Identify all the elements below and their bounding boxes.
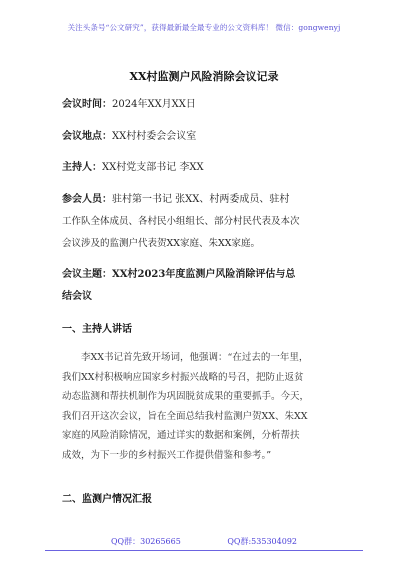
attendees-row (62, 193, 362, 207)
host-row (62, 161, 362, 175)
paragraph-line: 我们XX村积极响应国家乡村振兴战略的号召，把防止返贫 (62, 371, 304, 383)
paragraph-line: 成效，为下一步的乡村振兴工作提供借鉴和参考。” (62, 449, 272, 461)
meeting-place-label: 会议地点： (62, 131, 112, 142)
footer-divider (45, 550, 363, 551)
footer (0, 536, 408, 547)
paragraph-line: 我们召开这次会议，旨在全面总结我村监测户贺XX、朱XX (62, 410, 308, 422)
attendees-label: 参会人员： (62, 194, 112, 205)
topic-line-1: XX村2023年度监测户风险消除评估与总 (112, 269, 296, 280)
footer-qq-group-1: QQ群：30265665 (110, 537, 181, 546)
attendees-line-2: 工作队全体成员、各村民小组组长、部分村民代表及本次 (62, 216, 300, 227)
footer-qq-group-2: QQ群:535304092 (227, 537, 297, 546)
meeting-time-value: 2024年XX月XX日 (112, 99, 196, 110)
document-title: XX村监测户风险消除会议记录 (129, 70, 279, 83)
meeting-place-value: XX村村委会会议室 (112, 131, 197, 142)
paragraph-line: 动态监测和帮扶机制作为巩固脱贫成果的重要抓手。今天， (62, 391, 310, 402)
topic-label: 会议主题： (62, 269, 112, 280)
meeting-place-row (62, 130, 362, 144)
meeting-time-row (62, 98, 362, 112)
topic-row (62, 268, 362, 282)
section-1-heading: 一、主持人讲话 (62, 324, 132, 335)
paragraph-line: 家庭的风险消除情况，通过详实的数据和案例，分析帮扶 (62, 430, 300, 441)
topic-line-2-row (62, 290, 362, 304)
paragraph-line: 李XX书记首先致开场词，他强调：“在过去的一年里， (81, 352, 309, 363)
section-2-heading: 二、监测户情况汇报 (62, 494, 152, 505)
promo-banner: 关注头条号“公文研究”，获得最新最全最专业的公文资料库！ 微信：gongwenyj (67, 23, 341, 32)
topic-line-2: 结会议 (62, 291, 92, 302)
section-1-paragraph (62, 348, 362, 465)
host-value: XX村党支部书记 李XX (102, 162, 204, 173)
meeting-time-label: 会议时间： (62, 99, 112, 110)
attendees-line-3: 会议涉及的监测户代表贺XX家庭、朱XX家庭。 (62, 238, 261, 249)
host-label: 主持人： (62, 162, 102, 173)
attendees-line-1: 驻村第一书记 张XX、村两委成员、驻村 (112, 194, 290, 205)
